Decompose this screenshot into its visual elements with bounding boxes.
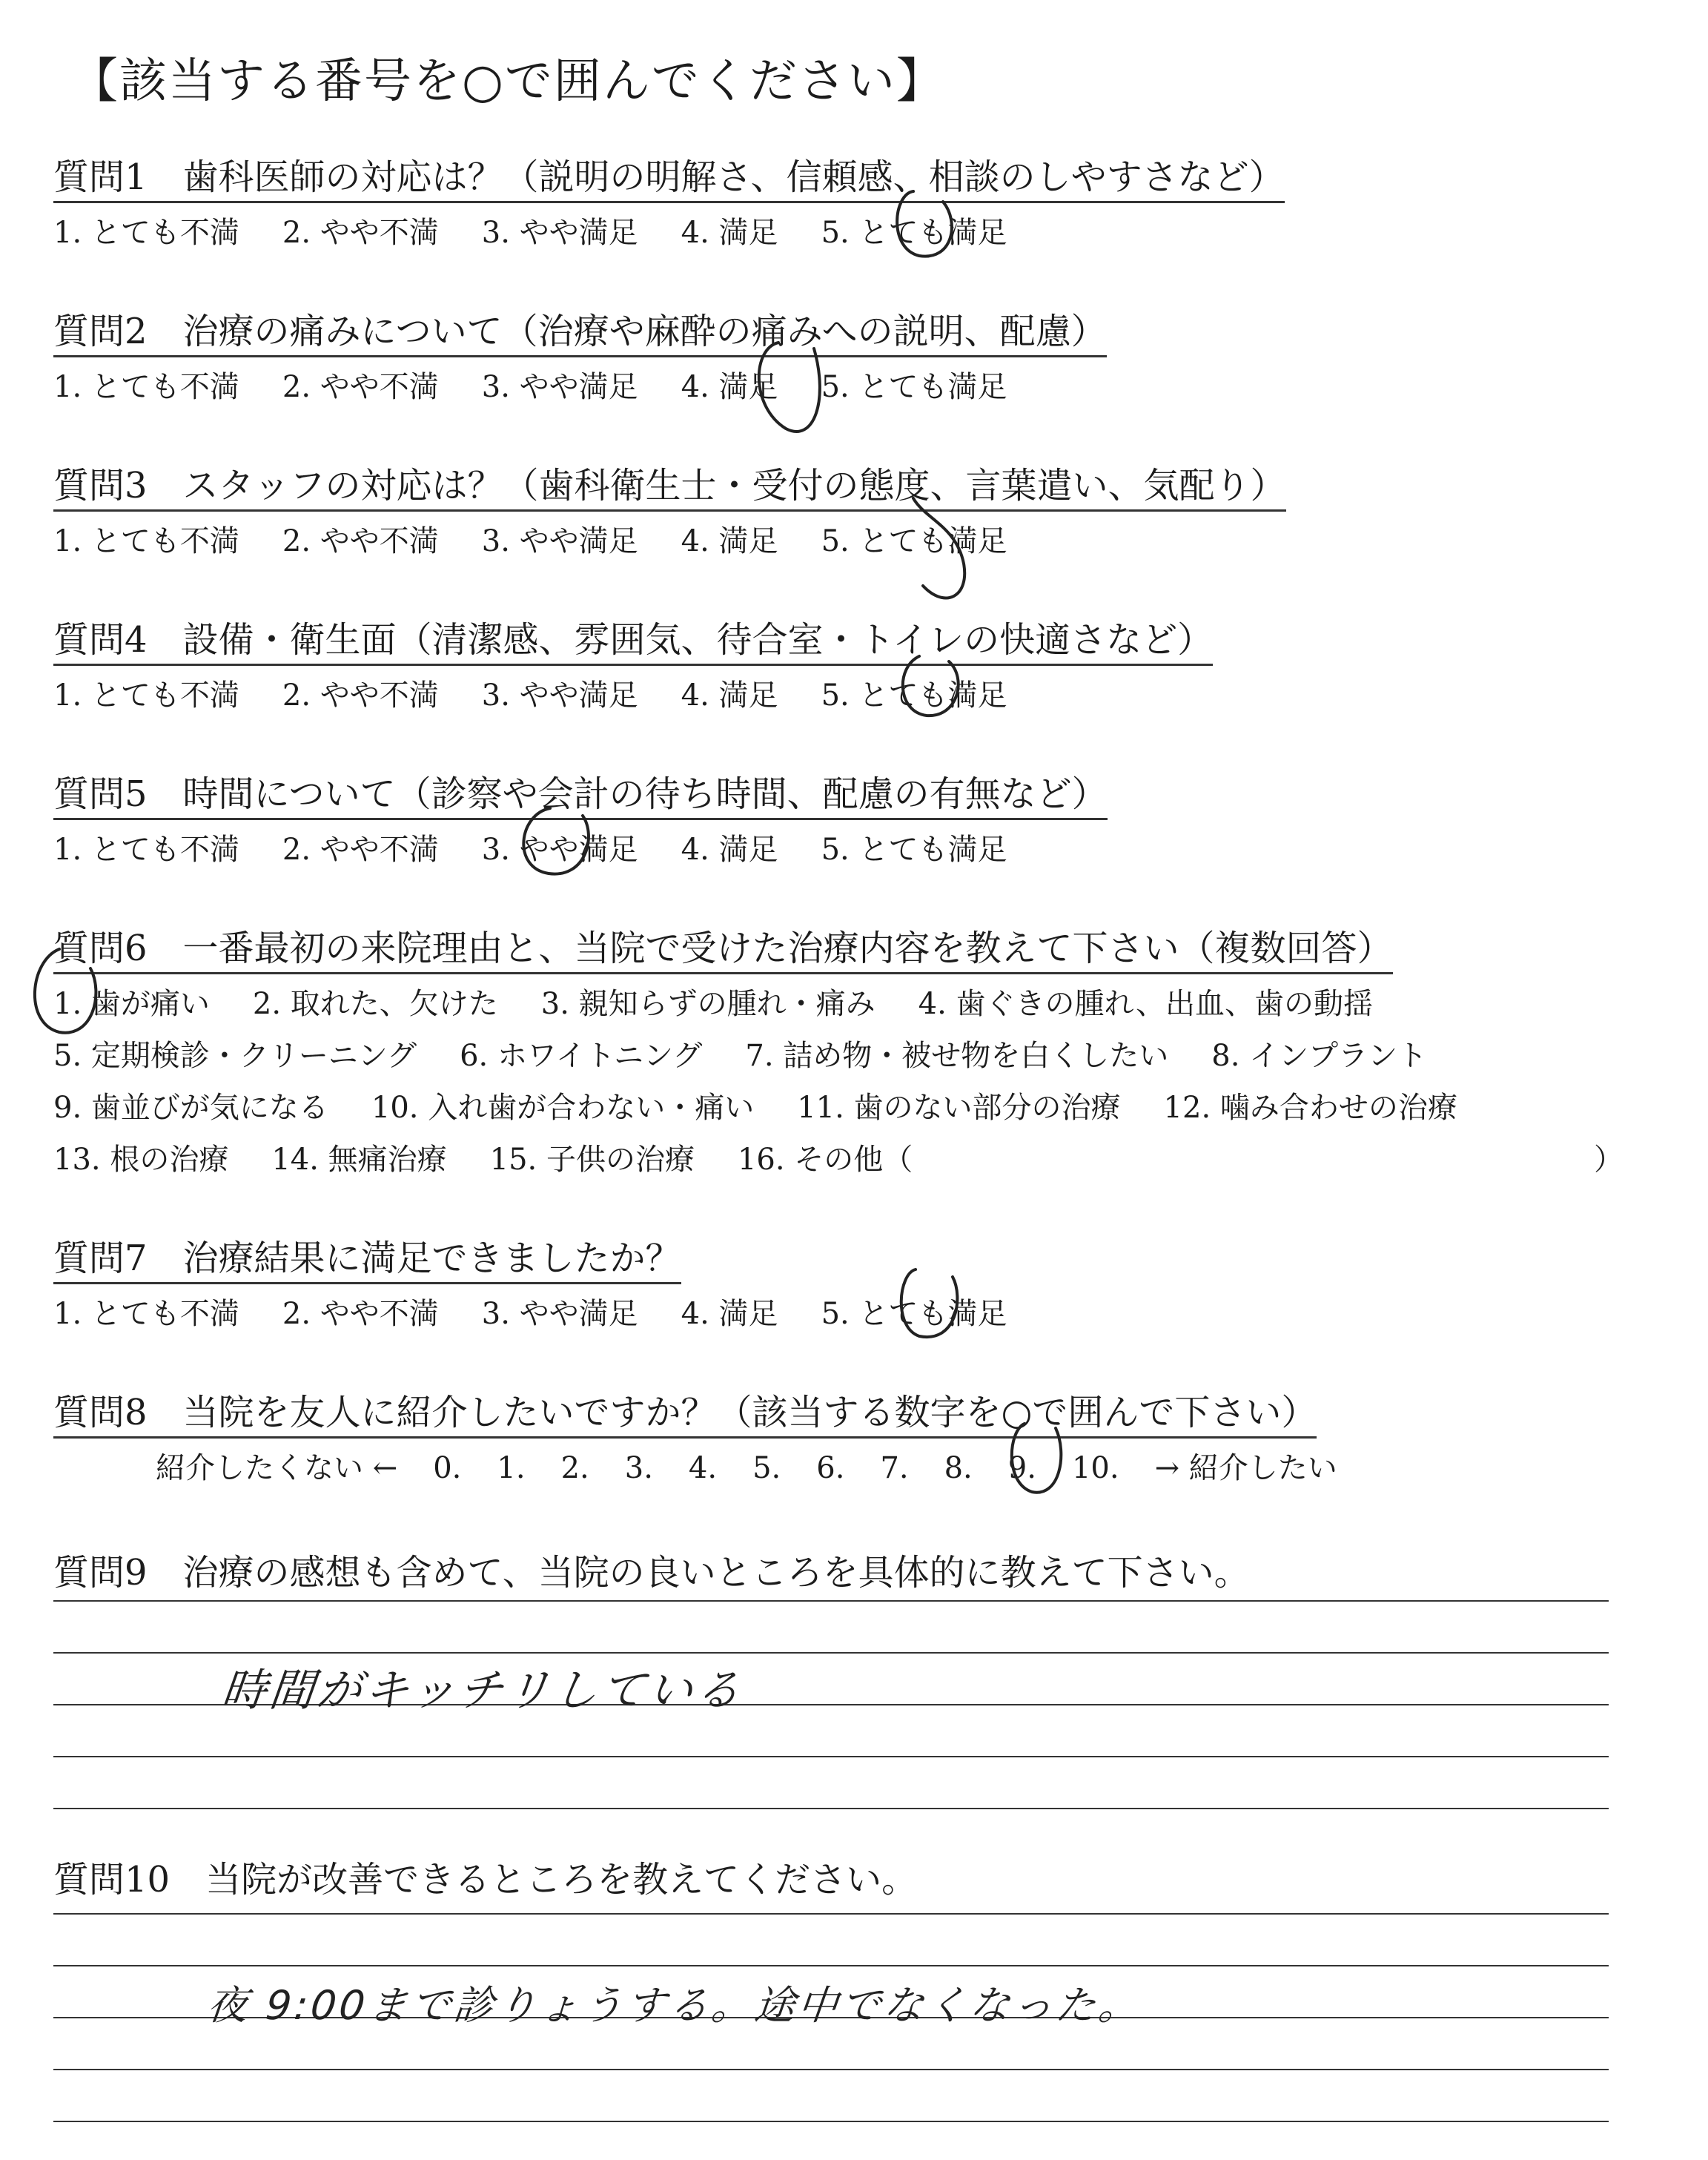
question-8-heading: 質問8 当院を友人に紹介したいですか？（該当する数字を○で囲んで下さい） [53,1384,1317,1439]
q9-answer-line-2[interactable] [53,1652,1609,1654]
q4-option-5[interactable]: 5. とても満足 [821,678,1007,713]
q6-option-2[interactable]: 2. 取れた、欠けた [252,987,498,1021]
q6-line-4 [53,1136,913,1178]
question-5-heading: 質問5 時間について（診察や会計の待ち時間、配慮の有無など） [53,765,1108,820]
question-4-options [53,672,1007,714]
q6-option-8[interactable]: 8. インプラント [1211,1039,1428,1073]
q8-left-label: 紹介したくない ← [156,1451,398,1485]
question-9-heading: 質問9 治療の感想も含めて、当院の良いところを具体的に教えて下さい。 [53,1552,1250,1593]
q6-option-5[interactable]: 5. 定期検診・クリーニング [53,1039,417,1073]
q8-scale-10[interactable]: 10. [1071,1451,1119,1485]
q3-option-4[interactable]: 4. 満足 [681,524,778,558]
q8-scale-1[interactable]: 1. [497,1451,526,1485]
q2-option-4[interactable]: 4. 満足 [681,370,778,404]
q9-answer-line-1[interactable] [53,1600,1609,1602]
q6-option-16[interactable]: 16. その他（ [737,1143,913,1177]
question-1-options [53,209,1007,251]
question-2-heading: 質問2 治療の痛みについて（治療や麻酔の痛みへの説明、配慮） [53,303,1107,357]
question-4-heading: 質問4 設備・衛生面（清潔感、雰囲気、待合室・トイレの快適さなど） [53,611,1213,666]
q3-option-2[interactable]: 2. やや不満 [282,524,439,558]
q6-line-3 [53,1084,1457,1126]
q4-option-4[interactable]: 4. 満足 [681,678,778,713]
question-1-heading: 質問1 歯科医師の対応は？（説明の明解さ、信頼感、相談のしやすさなど） [53,148,1285,203]
q6-option-4[interactable]: 4. 歯ぐきの腫れ、出血、歯の動揺 [918,987,1373,1021]
q6-option-7[interactable]: 7. 詰め物・被せ物を白くしたい [745,1039,1169,1073]
question-6-heading: 質問6 一番最初の来院理由と、当院で受けた治療内容を教えて下さい（複数回答） [53,919,1393,974]
question-5-options [53,826,1007,868]
q8-scale-2[interactable]: 2. [560,1451,589,1485]
question-7-options [53,1290,1007,1332]
q8-scale-8[interactable]: 8. [944,1451,973,1485]
question-10-heading: 質問10 当院が改善できるところを教えてください。 [53,1859,918,1900]
question-2-options [53,363,1007,406]
q10-handwritten-answer: 夜 9:00まで診りょうする。途中でなくなった。 [205,1982,1145,2029]
q7-option-1[interactable]: 1. とても不満 [53,1297,239,1331]
q4-option-3[interactable]: 3. やや満足 [481,678,638,713]
question-3-heading: 質問3 スタッフの対応は？（歯科衛生士・受付の態度、言葉遣い、気配り） [53,457,1286,512]
q8-scale-9[interactable]: 9. [1007,1451,1036,1485]
q10-answer-line-2[interactable] [53,1965,1609,1966]
q6-option-1[interactable]: 1. 歯が痛い [53,987,210,1021]
q5-option-1[interactable]: 1. とても不満 [53,833,239,867]
q10-answer-line-1[interactable] [53,1913,1609,1915]
q10-answer-line-5[interactable] [53,2121,1609,2122]
q1-option-2[interactable]: 2. やや不満 [282,216,439,250]
q1-option-3[interactable]: 3. やや満足 [481,216,638,250]
q7-option-2[interactable]: 2. やや不満 [282,1297,439,1331]
q2-option-3[interactable]: 3. やや満足 [481,370,638,404]
page-title: 【該当する番号を○で囲んでください】 [70,54,945,109]
q8-scale-3[interactable]: 3. [624,1451,653,1485]
q8-right-label: → 紹介したい [1154,1451,1337,1485]
q6-option-14[interactable]: 14. 無痛治療 [271,1143,447,1177]
q9-handwritten-answer: 時間がキッチリしている [219,1665,746,1717]
q8-scale-7[interactable]: 7. [880,1451,909,1485]
q9-answer-line-4[interactable] [53,1756,1609,1757]
q6-line-1 [53,980,1373,1023]
q5-option-2[interactable]: 2. やや不満 [282,833,439,867]
q1-option-4[interactable]: 4. 満足 [681,216,778,250]
q8-scale-0[interactable]: 0. [433,1451,462,1485]
q4-option-2[interactable]: 2. やや不満 [282,678,439,713]
q8-scale-6[interactable]: 6. [816,1451,845,1485]
q4-option-1[interactable]: 1. とても不満 [53,678,239,713]
q7-option-4[interactable]: 4. 満足 [681,1297,778,1331]
question-7-heading: 質問7 治療結果に満足できましたか？ [53,1229,681,1284]
question-8-scale [156,1444,1337,1487]
q3-option-1[interactable]: 1. とても不満 [53,524,239,558]
q10-answer-line-4[interactable] [53,2069,1609,2070]
q1-option-5[interactable]: 5. とても満足 [821,216,1007,250]
q8-scale-4[interactable]: 4. [688,1451,718,1485]
q6-option-11[interactable]: 11. 歯のない部分の治療 [797,1091,1121,1125]
question-3-options [53,518,1007,560]
q8-scale-5[interactable]: 5. [752,1451,781,1485]
q2-option-1[interactable]: 1. とても不満 [53,370,239,404]
q6-other-close-paren: ） [1594,1143,1623,1177]
q6-line-2 [53,1032,1427,1074]
q2-option-2[interactable]: 2. やや不満 [282,370,439,404]
q5-option-4[interactable]: 4. 満足 [681,833,778,867]
q6-option-13[interactable]: 13. 根の治療 [53,1143,229,1177]
q9-answer-line-5[interactable] [53,1808,1609,1809]
q7-option-5[interactable]: 5. とても満足 [821,1297,1007,1331]
q1-option-1[interactable]: 1. とても不満 [53,216,239,250]
q6-option-9[interactable]: 9. 歯並びが気になる [53,1091,328,1125]
q6-option-10[interactable]: 10. 入れ歯が合わない・痛い [371,1091,755,1125]
q6-option-6[interactable]: 6. ホワイトニング [460,1039,703,1073]
q6-option-15[interactable]: 15. 子供の治療 [489,1143,695,1177]
q6-option-3[interactable]: 3. 親知らずの腫れ・痛み [540,987,875,1021]
q3-option-3[interactable]: 3. やや満足 [481,524,638,558]
q7-option-3[interactable]: 3. やや満足 [481,1297,638,1331]
q6-option-12[interactable]: 12. 噛み合わせの治療 [1163,1091,1457,1125]
q3-option-5[interactable]: 5. とても満足 [821,524,1007,558]
q5-option-5[interactable]: 5. とても満足 [821,833,1007,867]
q5-option-3[interactable]: 3. やや満足 [481,833,638,867]
q2-option-5[interactable]: 5. とても満足 [821,370,1007,404]
